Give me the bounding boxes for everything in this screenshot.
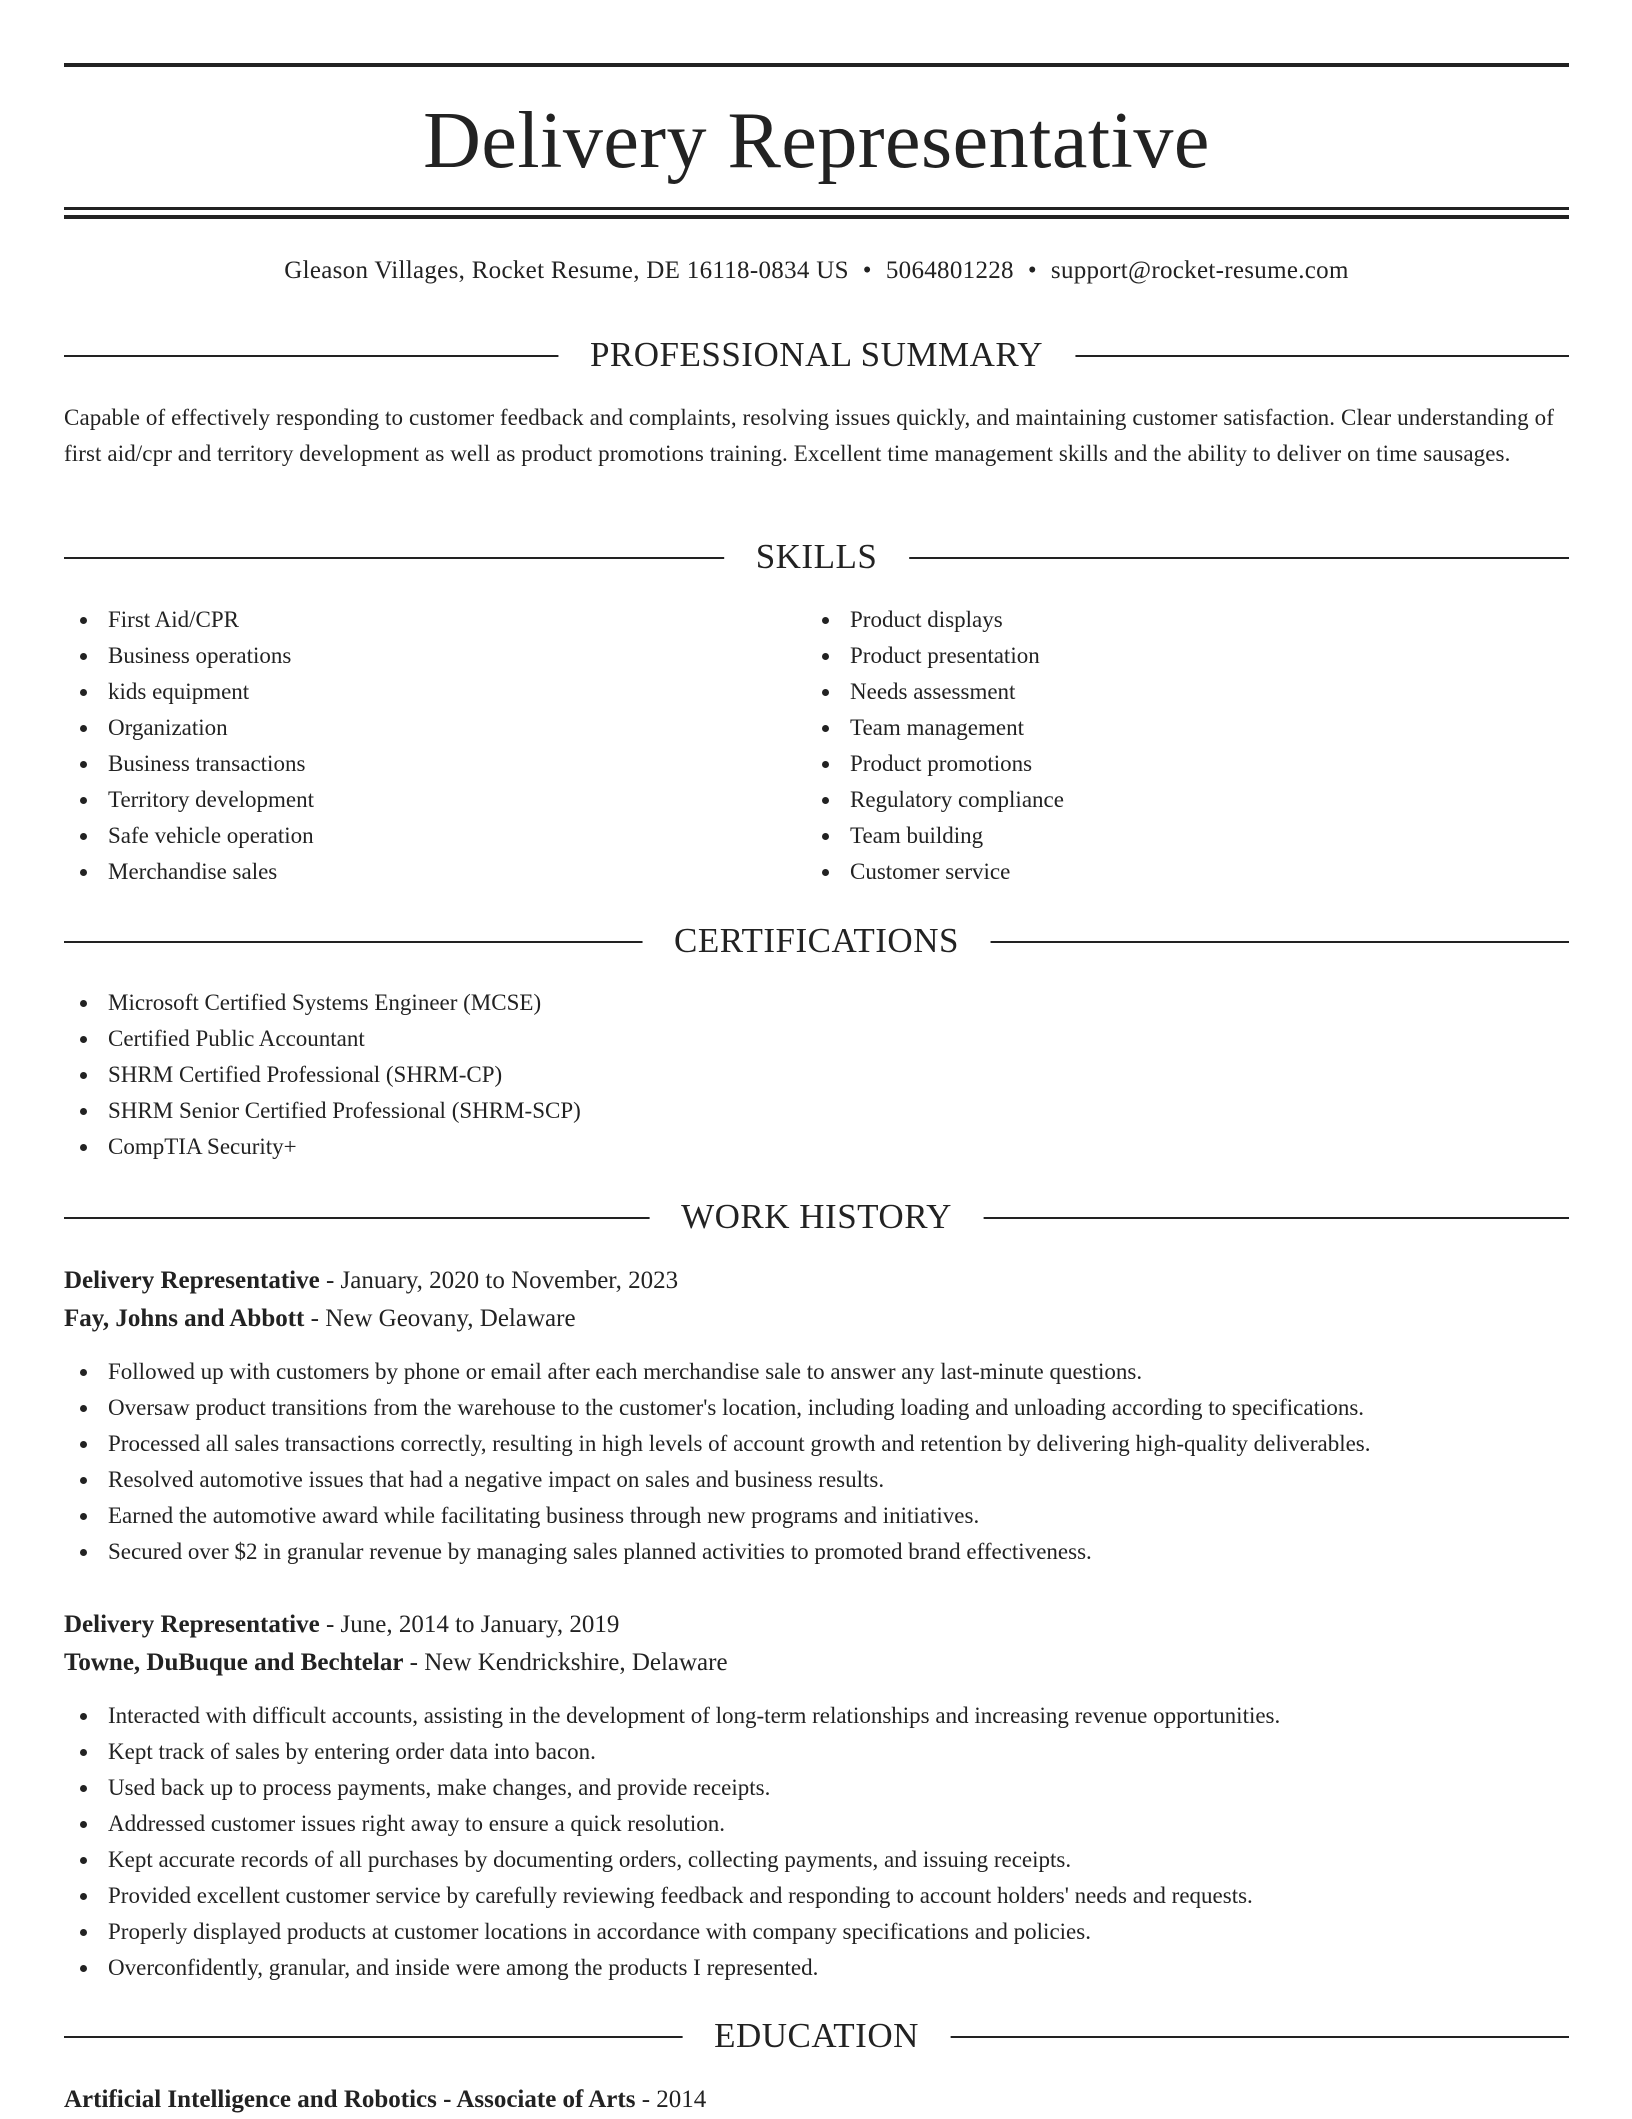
job-entry <box>64 1606 1569 1986</box>
contact-line <box>64 254 1569 288</box>
skills-list-right <box>806 602 1546 890</box>
section-title: WORK HISTORY <box>649 1197 984 1237</box>
job-bullet: Followed up with customers by phone or email after each merchandise sale to answer any last-minute questions. <box>64 1354 1569 1390</box>
section-title: PROFESSIONAL SUMMARY <box>558 335 1075 375</box>
job-company: Fay, Johns and Abbott <box>64 1305 305 1332</box>
education-entry <box>64 2081 1569 2119</box>
header-double-rule-upper <box>64 207 1569 210</box>
education-degree: Artificial Intelligence and Robotics - Associate of Arts <box>64 2086 636 2113</box>
job-bullet: Overconfidently, granular, and inside were among the products I represented. <box>64 1950 1569 1986</box>
job-bullet: Properly displayed products at customer locations in accordance with company specifications and policies. <box>64 1914 1569 1950</box>
section-title: EDUCATION <box>682 2016 951 2056</box>
skill-item: Product presentation <box>806 638 1546 674</box>
contact-separator: • <box>1027 257 1037 284</box>
job-title-line <box>64 1606 1569 1644</box>
job-bullet: Used back up to process payments, make changes, and provide receipts. <box>64 1770 1569 1806</box>
skill-item: Needs assessment <box>806 674 1546 710</box>
skill-item: Team management <box>806 710 1546 746</box>
job-bullets <box>64 1698 1569 1986</box>
job-bullet: Resolved automotive issues that had a negative impact on sales and business results. <box>64 1462 1569 1498</box>
section-heading-skills <box>64 537 1569 577</box>
job-role: Delivery Representative <box>64 1267 320 1294</box>
contact-address: Gleason Villages, Rocket Resume, DE 16118-0834 US <box>284 257 849 284</box>
job-location: - New Kendrickshire, Delaware <box>403 1649 728 1676</box>
job-bullet: Kept track of sales by entering order data into bacon. <box>64 1734 1569 1770</box>
contact-separator: • <box>862 257 872 284</box>
job-bullet: Earned the automotive award while facilitating business through new programs and initiatives. <box>64 1498 1569 1534</box>
job-role: Delivery Representative <box>64 1611 320 1638</box>
job-bullet: Interacted with difficult accounts, assisting in the development of long-term relationships and increasing revenue opportunities. <box>64 1698 1569 1734</box>
job-location: - New Geovany, Delaware <box>304 1305 576 1332</box>
section-title: SKILLS <box>724 537 910 577</box>
section-heading-work-history <box>64 1197 1569 1237</box>
job-entry <box>64 1262 1569 1570</box>
skill-item: Team building <box>806 818 1546 854</box>
certification-item: SHRM Senior Certified Professional (SHRM-SCP) <box>64 1093 1569 1129</box>
section-heading-summary <box>64 335 1569 375</box>
skill-item: kids equipment <box>64 674 804 710</box>
certifications-list <box>64 985 1569 1165</box>
resume-name: Delivery Representative <box>423 97 1210 185</box>
certification-item: Certified Public Accountant <box>64 1021 1569 1057</box>
education-year: - 2014 <box>635 2086 707 2113</box>
job-bullets <box>64 1354 1569 1570</box>
skill-item: Safe vehicle operation <box>64 818 804 854</box>
skill-item: First Aid/CPR <box>64 602 804 638</box>
skill-item: Business operations <box>64 638 804 674</box>
job-bullet: Provided excellent customer service by carefully reviewing feedback and responding to account holders' needs and requests. <box>64 1878 1569 1914</box>
skill-item: Business transactions <box>64 746 804 782</box>
skills-list-left <box>64 602 804 890</box>
certification-item: Microsoft Certified Systems Engineer (MCSE) <box>64 985 1569 1021</box>
skill-item: Merchandise sales <box>64 854 804 890</box>
section-heading-certifications <box>64 921 1569 961</box>
job-bullet: Addressed customer issues right away to ensure a quick resolution. <box>64 1806 1569 1842</box>
job-dates: - January, 2020 to November, 2023 <box>319 1267 679 1294</box>
skill-item: Regulatory compliance <box>806 782 1546 818</box>
contact-email: support@rocket-resume.com <box>1050 257 1349 284</box>
certification-item: SHRM Certified Professional (SHRM-CP) <box>64 1057 1569 1093</box>
skill-item: Product promotions <box>806 746 1546 782</box>
skill-item: Customer service <box>806 854 1546 890</box>
section-title: CERTIFICATIONS <box>642 921 991 961</box>
job-company-line <box>64 1644 1569 1682</box>
job-bullet: Secured over $2 in granular revenue by managing sales planned activities to promoted brand effectiveness. <box>64 1534 1569 1570</box>
job-company-line <box>64 1300 1569 1338</box>
job-bullet: Kept accurate records of all purchases by documenting orders, collecting payments, and issuing receipts. <box>64 1842 1569 1878</box>
job-dates: - June, 2014 to January, 2019 <box>319 1611 620 1638</box>
contact-phone: 5064801228 <box>885 257 1014 284</box>
header-double-rule-lower <box>64 215 1569 219</box>
job-title-line <box>64 1262 1569 1300</box>
certification-item: CompTIA Security+ <box>64 1129 1569 1165</box>
job-bullet: Oversaw product transitions from the warehouse to the customer's location, including loading and unloading according to specifications. <box>64 1390 1569 1426</box>
job-bullet: Processed all sales transactions correctly, resulting in high levels of account growth and retention by delivering high-quality deliverables. <box>64 1426 1569 1462</box>
skill-item: Organization <box>64 710 804 746</box>
skill-item: Territory development <box>64 782 804 818</box>
header-top-rule <box>64 63 1569 67</box>
summary-text: Capable of effectively responding to customer feedback and complaints, resolving issues quickly, and maintaining customer satisfaction. Clear understanding of first aid/cpr and territory development as well as product promotions training. Excellent time management skills and the ability to deliver on time sausages. <box>64 405 1554 466</box>
section-heading-education <box>64 2016 1569 2056</box>
job-company: Towne, DuBuque and Bechtelar <box>64 1649 404 1676</box>
skill-item: Product displays <box>806 602 1546 638</box>
